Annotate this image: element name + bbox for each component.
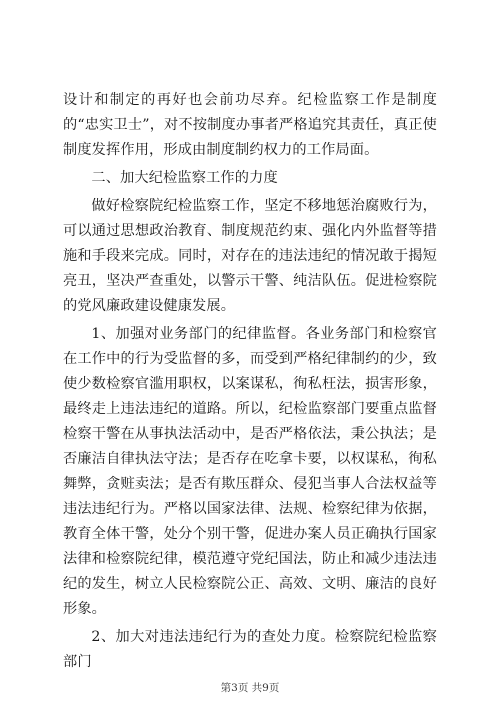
paragraph-item-2: 2、加大对违法违纪行为的查处力度。检察院纪检监察部门 xyxy=(63,629,437,670)
page-number-footer: 第3页 共9页 xyxy=(220,682,280,694)
document-body xyxy=(63,88,437,675)
section-heading: 二、加大纪检监察工作的力度 xyxy=(91,170,278,186)
paragraph-continuation: 设计和制定的再好也会前功尽弃。纪检监察工作是制度的“忠实卫士”，对不按制度办事者严格追究其责任，真正使制度发挥作用，形成由制度制约权力的工作局面。 xyxy=(63,92,437,158)
paragraph-intro: 做好检察院纪检监察工作，坚定不移地惩治腐败行为，可以通过思想政治教育、制度规范约束、强化内外监督等措施和手段来完成。同时，对存在的违法违纪的情况敢于揭短亮丑，坚决严查重处，以警示干警、纯洁队伍。促进检察院的党风廉政建设健康发展。 xyxy=(63,198,437,314)
paragraph-item-1: 1、加强对业务部门的纪律监督。各业务部门和检察官在工作中的行为受监督的多，而受到严格纪律制约的少，致使少数检察官滥用职权，以案谋私，徇私枉法，损害形象，最终走上违法违纪的道路。所以，纪检监察部门要重点监督检察干警在从事执法活动中，是否严格依法，秉公执法；是否廉洁自律执法守法；是否存在吃拿卡要，以权谋私，徇私舞弊，贪赃卖法；是否有欺压群众、侵犯当事人合法权益等违法违纪行为。严格以国家法律、法规、检察纪律为依据，教育全体干警，处分个别干警，促进办案人员正确执行国家法律和检察院纪律，模范遵守党纪国法，防止和减少违法违纪的发生，树立人民检察院公正、高效、文明、廉洁的良好形象。 xyxy=(63,326,437,617)
